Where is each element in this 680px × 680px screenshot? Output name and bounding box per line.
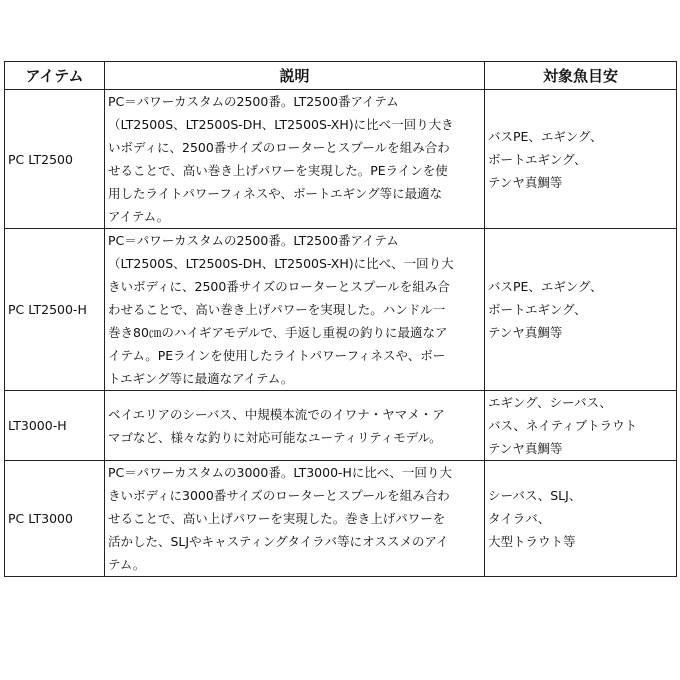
table-row — [5, 391, 677, 461]
item-target-fish: エギング、シーバス、 バス、ネイティブトラウト テンヤ真鯛等 — [485, 391, 677, 461]
table-row — [5, 90, 677, 229]
item-name: PC LT2500-H — [5, 229, 105, 391]
item-target-fish: シーバス、SLJ、 タイラバ、 大型トラウト等 — [485, 461, 677, 577]
item-target-fish: バスPE、エギング、 ボートエギング、 テンヤ真鯛等 — [485, 229, 677, 391]
item-description: PC＝パワーカスタムの2500番。LT2500番アイテム （LT2500S、LT2500S-DH、LT2500S-XH)に比べ一回り大き いボディに、2500番サイズのローターとスプールを組み合わ せることで、高い巻き上げパワーを実現した。PEラインを使 用したライトパワーフィネスや、ボートエギング等に最適な アイテム。 — [105, 90, 485, 229]
item-name: PC LT3000 — [5, 461, 105, 577]
item-name: LT3000-H — [5, 391, 105, 461]
table-row — [5, 229, 677, 391]
header-item: アイテム — [5, 62, 105, 90]
item-name: PC LT2500 — [5, 90, 105, 229]
item-description: PC＝パワーカスタムの3000番。LT3000-Hに比べ、一回り大 きいボディに3000番サイズのローターとスプールを組み合わ せることで、高い上げパワーを実現した。巻き上げパワーを 活かした、SLJやキャスティングタイラバ等にオススメのアイ テム。 — [105, 461, 485, 577]
header-target-fish: 対象魚目安 — [485, 62, 677, 90]
table-row — [5, 461, 677, 577]
item-target-fish: バスPE、エギング、 ボートエギング、 テンヤ真鯛等 — [485, 90, 677, 229]
header-description: 説明 — [105, 62, 485, 90]
reel-spec-table — [4, 61, 677, 577]
item-description: PC＝パワーカスタムの2500番。LT2500番アイテム （LT2500S、LT2500S-DH、LT2500S-XH)に比べ、一回り大 きいボディに、2500番サイズのローターとスプールを組み合 わせることで、高い巻き上げパワーを実現した。ハンドル一 巻き80㎝のハイギアモデルで、手返し重視の釣りに最適なア イテム。PEラインを使用したライトパワーフィネスや、ボー トエギング等に最適なアイテム。 — [105, 229, 485, 391]
item-description: ベイエリアのシーバス、中規模本流でのイワナ・ヤマメ・ア マゴなど、様々な釣りに対応可能なユーティリティモデル。 — [105, 391, 485, 461]
header-row — [5, 62, 677, 90]
